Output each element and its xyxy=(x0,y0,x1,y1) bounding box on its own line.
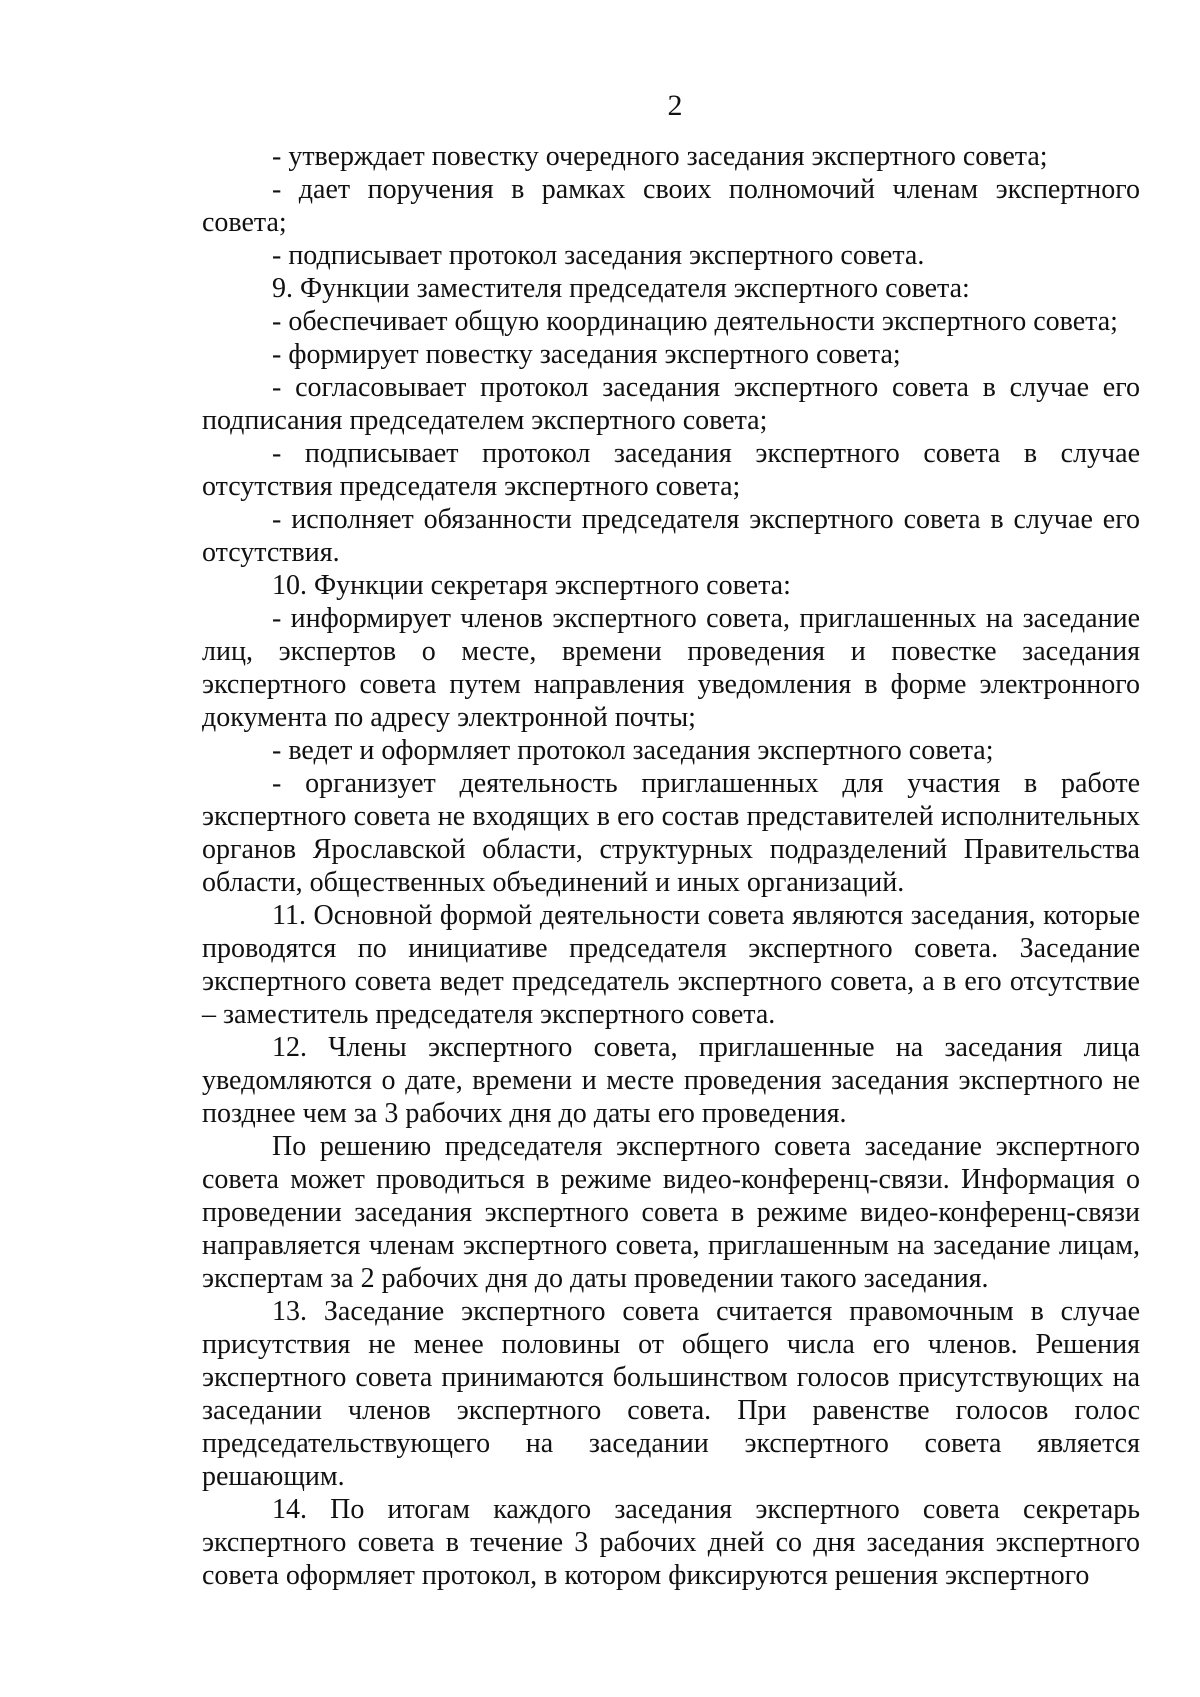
paragraph-7: - согласовывает протокол заседания экспертного совета в случае его подписания председателем экспертного совета; xyxy=(202,372,1140,436)
paragraph-11: - информирует членов экспертного совета, приглашенных на заседание лиц, экспертов о месте, времени проведения и повестке заседания экспертного совета путем направления уведомления в форме электронного документа по адресу электронной почты; xyxy=(202,603,1140,733)
paragraph-9: - исполняет обязанности председателя экспертного совета в случае его отсутствия. xyxy=(202,504,1140,568)
paragraph-4: 9. Функции заместителя председателя экспертного совета: xyxy=(272,273,970,304)
paragraph-1: - утверждает повестку очередного заседания экспертного совета; xyxy=(272,141,1048,172)
page-number: 2 xyxy=(667,89,683,122)
paragraph-14: 11. Основной формой деятельности совета являются заседания, которые проводятся по инициативе председателя экспертного совета. Заседание экспертного совета ведет председатель экспертного совета, а в его отсутствие – заместитель председателя экспертного совета. xyxy=(202,900,1140,1030)
paragraph-2: - дает поручения в рамках своих полномочий членам экспертного совета; xyxy=(202,174,1140,238)
paragraph-17: 13. Заседание экспертного совета считается правомочным в случае присутствия не менее половины от общего числа его членов. Решения экспертного совета принимаются большинством голосов присутствующих на заседании членов экспертного совета. При равенстве голосов голос председательствующего на заседании экспертного совета является решающим. xyxy=(202,1296,1140,1492)
paragraph-18: 14. По итогам каждого заседания экспертного совета секретарь экспертного совета в течение 3 рабочих дней со дня заседания экспертного совета оформляет протокол, в котором фиксируются решения экспертного xyxy=(202,1494,1140,1591)
paragraph-6: - формирует повестку заседания экспертного совета; xyxy=(272,339,901,370)
paragraph-10: 10. Функции секретаря экспертного совета: xyxy=(272,570,791,601)
paragraph-3: - подписывает протокол заседания экспертного совета. xyxy=(272,240,925,271)
paragraph-5: - обеспечивает общую координацию деятельности экспертного совета; xyxy=(272,306,1118,337)
paragraph-15: 12. Члены экспертного совета, приглашенные на заседания лица уведомляются о дате, времени и месте проведения заседания экспертного не позднее чем за 3 рабочих дня до даты его проведения. xyxy=(202,1032,1140,1129)
paragraph-13: - организует деятельность приглашенных для участия в работе экспертного совета не входящих в его состав представителей исполнительных органов Ярославской области, структурных подразделений Правительства области, общественных объединений и иных организаций. xyxy=(202,768,1140,898)
body-text xyxy=(202,140,1140,1592)
paragraph-16: По решению председателя экспертного совета заседание экспертного совета может проводиться в режиме видео-конференц-связи. Информация о проведении заседания экспертного совета в режиме видео-конференц-связи направляется членам экспертного совета, приглашенным на заседание лицам, экспертам за 2 рабочих дня до даты проведении такого заседания. xyxy=(202,1131,1140,1294)
paragraph-8: - подписывает протокол заседания экспертного совета в случае отсутствия председателя экспертного совета; xyxy=(202,438,1140,502)
paragraph-12: - ведет и оформляет протокол заседания экспертного совета; xyxy=(272,735,994,766)
